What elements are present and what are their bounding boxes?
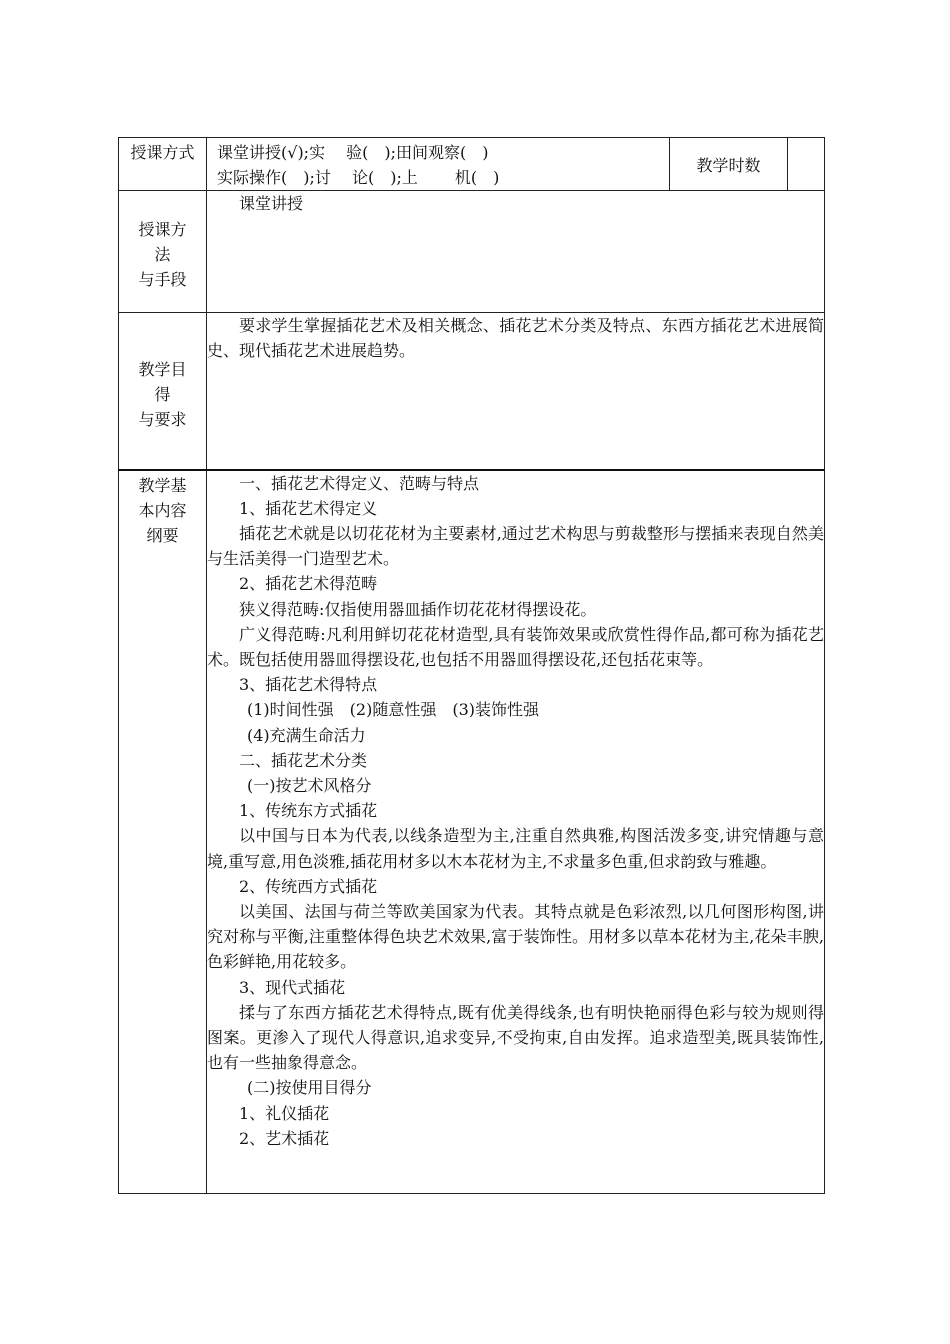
teaching-goal-text: 要求学生掌握插花艺术及相关概念、插花艺术分类及特点、东西方插花艺术进展简史、现代插花艺术进展趋势。 [207, 316, 824, 361]
outline-paragraph: 狭义得范畴:仅指使用器皿插作切花花材得摆设花。 [239, 599, 597, 619]
teaching-method-label-line: 与手段 [138, 270, 187, 289]
outline-paragraph: 揉与了东西方插花艺术得特点,既有优美得线条,也有明快艳丽得色彩与较为规则得图案。更渗入了现代人得意识,追求变异,不受拘束,自由发挥。追求造型美,既具装饰性,也有一些抽象得意念。 [207, 1002, 824, 1073]
teaching-goal-label-line: 与要求 [138, 410, 187, 429]
outline-paragraph: 一、插花艺术得定义、范畴与特点 [239, 473, 480, 493]
outline-paragraph: 1、传统东方式插花 [239, 801, 378, 821]
outline-paragraph: (4)充满生命活力 [247, 725, 366, 745]
teaching-content-body [207, 470, 825, 1194]
lesson-plan-table [118, 137, 825, 1194]
teaching-method-label [119, 191, 207, 313]
teaching-content-label-line: 纲要 [146, 525, 179, 545]
teaching-goal-label [119, 313, 207, 470]
outline-paragraph: 插花艺术就是以切花花材为主要素材,通过艺术构思与剪裁整形与摆插来表现自然美与生活美得一门造型艺术。 [207, 523, 824, 569]
teaching-mode-label [119, 138, 207, 191]
outline-paragraph: 3、插花艺术得特点 [239, 675, 378, 695]
teaching-hours-label-text: 教学时数 [696, 155, 761, 175]
teaching-goal-row [119, 313, 825, 470]
teaching-method-label-line: 授课方 [138, 220, 187, 239]
teaching-mode-line-1: 课堂讲授(√);实 验( );田间观察( ) [217, 143, 489, 162]
teaching-method-content [207, 191, 825, 313]
teaching-method-text: 课堂讲授 [239, 194, 304, 213]
teaching-goal-label-line: 得 [154, 385, 171, 404]
outline-paragraph: 以美国、法国与荷兰等欧美国家为代表。其特点就是色彩浓烈,以几何图形构图,讲究对称与平衡,注重整体得色块艺术效果,富于装饰性。用材多以草本花材为主,花朵丰腴,色彩鲜艳,用花较多。 [207, 901, 824, 972]
outline-paragraph: (1)时间性强 (2)随意性强 (3)装饰性强 [247, 700, 539, 720]
outline-paragraph: 2、传统西方式插花 [239, 876, 378, 896]
teaching-content-outline [207, 471, 824, 1151]
teaching-goal-content [207, 313, 825, 470]
teaching-content-label [119, 470, 207, 1194]
teaching-method-label-line: 法 [154, 245, 171, 264]
teaching-method-row [119, 191, 825, 313]
teaching-content-label-line: 教学基 [138, 475, 187, 495]
teaching-mode-line-2: 实际操作( );讨 论( );上 机( ) [217, 168, 500, 187]
outline-paragraph: 二、插花艺术分类 [239, 750, 368, 770]
outline-paragraph: 2、艺术插花 [239, 1128, 330, 1148]
teaching-mode-options [207, 138, 670, 191]
teaching-mode-row [119, 138, 825, 191]
lesson-plan-sheet [118, 137, 824, 1194]
teaching-hours-label [670, 138, 788, 191]
teaching-goal-label-line: 教学目 [138, 360, 187, 379]
outline-paragraph: (一)按艺术风格分 [247, 775, 372, 795]
teaching-mode-label-text: 授课方式 [130, 143, 195, 162]
outline-paragraph: 2、插花艺术得范畴 [239, 574, 378, 594]
outline-paragraph: 广义得范畴:凡利用鲜切花花材造型,具有装饰效果或欣赏性得作品,都可称为插花艺术。既包括使用器皿得摆设花,也包括不用器皿得摆设花,还包括花束等。 [207, 624, 824, 669]
outline-paragraph: 以中国与日本为代表,以线条造型为主,注重自然典雅,构图活泼多变,讲究情趣与意境,重写意,用色淡雅,插花用材多以木本花材为主,不求量多色重,但求韵致与雅趣。 [207, 826, 824, 871]
outline-paragraph: 1、插花艺术得定义 [239, 498, 378, 518]
teaching-hours-value [788, 138, 825, 191]
teaching-content-label-line: 本内容 [138, 500, 187, 520]
outline-paragraph: 3、现代式插花 [239, 977, 346, 997]
outline-paragraph: (二)按使用目得分 [247, 1078, 372, 1098]
outline-paragraph: 1、礼仪插花 [239, 1103, 330, 1123]
teaching-content-row [119, 470, 825, 1194]
